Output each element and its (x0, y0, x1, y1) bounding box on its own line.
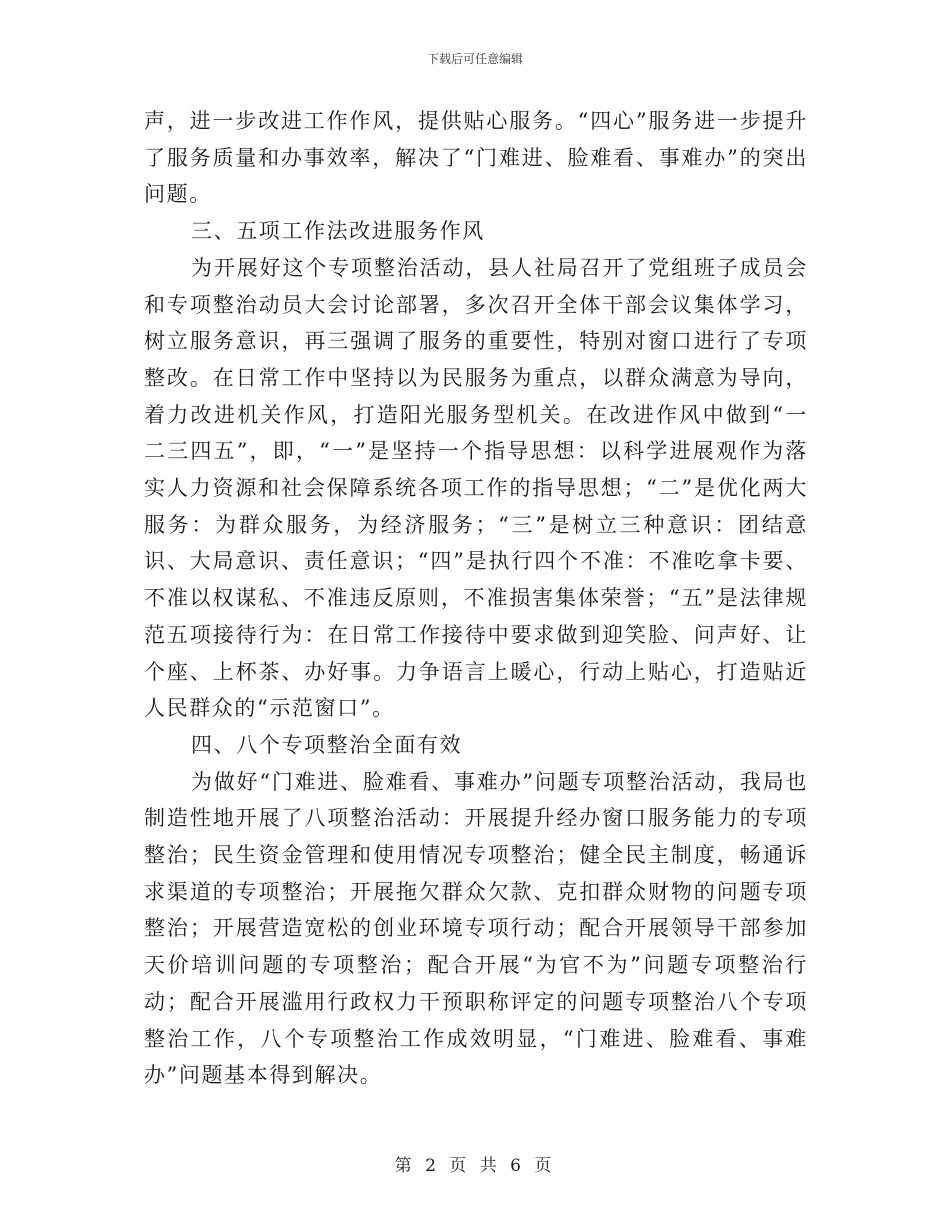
page-number: 第 2 页 共 6 页 (394, 1156, 556, 1176)
page-header: 下载后可任意编辑 (426, 52, 523, 66)
section-heading-four: 四、八个专项整治全面有效 (191, 732, 463, 757)
paragraph-continuation: 声，进一步改进工作作风，提供贴心服务。“四心”服务进一步提升了服务质量和办事效率，解决了“门难进、脸难看、事难办”的突出问题。 (144, 109, 808, 207)
document-body (144, 103, 808, 1094)
paragraph-section-three: 为开展好这个专项整治活动，县人社局召开了党组班子成员会和专项整治动员大会讨论部署，多次召开全体干部会议集体学习，树立服务意识，再三强调了服务的重要性，特别对窗口进行了专项整改。在日常工作中坚持以为民服务为重点，以群众满意为导向，着力改进机关作风，打造阳光服务型机关。在改进作风中做到“一二三四五”，即，“一”是坚持一个指导思想：以科学进展观作为落实人力资源和社会保障系统各项工作的指导思想；“二”是优化两大服务：为群众服务，为经济服务；“三”是树立三种意识：团结意识、大局意识、责任意识；“四”是执行四个不准：不准吃拿卡要、不准以权谋私、不准违反原则，不准损害集体荣誉；“五”是法律规范五项接待行为：在日常工作接待中要求做到迎笑脸、问声好、让个座、上杯茶、办好事。力争语言上暖心，行动上贴心，打造贴近人民群众的“示范窗口”。 (144, 255, 808, 721)
section-heading-three: 三、五项工作法改进服务作风 (191, 219, 485, 244)
paragraph-section-four: 为做好“门难进、脸难看、事难办”问题专项整治活动，我局也制造性地开展了八项整治活动：开展提升经办窗口服务能力的专项整治；民生资金管理和使用情况专项整治；健全民主制度，畅通诉求渠道的专项整治；开展拖欠群众欠款、克扣群众财物的问题专项整治；开展营造宽松的创业环境专项行动；配合开展领导干部参加天价培训问题的专项整治；配合开展“为官不为”问题专项整治行动；配合开展滥用行政权力干预职称评定的问题专项整治八个专项整治工作，八个专项整治工作成效明显，“门难进、脸难看、事难办”问题基本得到解决。 (144, 769, 808, 1088)
